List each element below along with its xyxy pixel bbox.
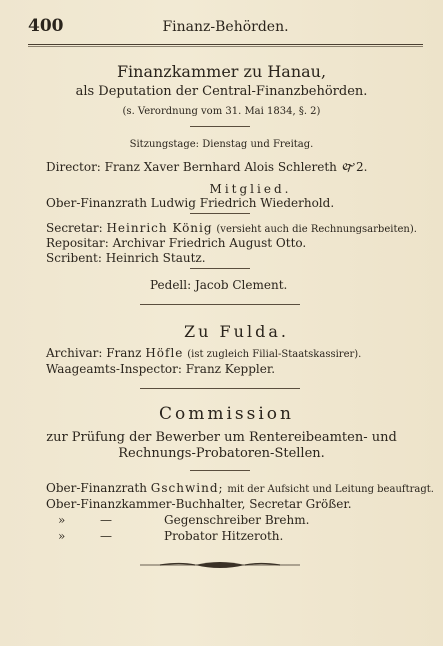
ditto-dash: —	[100, 529, 112, 543]
row1-name: Gschwind;	[150, 481, 224, 495]
order-mark: 🙰2.	[340, 160, 368, 174]
row1-label: Ober-Finanzrath	[46, 481, 147, 495]
divider	[190, 126, 250, 127]
member-line: Ober-Finanzrath Ludwig Friedrich Wiederhold.	[46, 196, 335, 210]
page-number: 400	[28, 16, 64, 36]
member-heading: Mitglied.	[209, 182, 292, 196]
commission-row-1	[46, 481, 434, 495]
pedell-line: Pedell: Jacob Clement.	[150, 278, 288, 292]
commission-line-1: zur Prüfung der Bewerber um Rentereibeamten- und	[46, 430, 397, 445]
ditto-dash: —	[100, 513, 112, 527]
archivar-line	[46, 346, 361, 360]
divider	[190, 268, 250, 269]
running-title: Finanz-Behörden.	[162, 19, 289, 35]
commission-line-2: Rechnungs-Probatoren-Stellen.	[118, 446, 325, 461]
archivar-label: Archivar: Franz	[46, 346, 142, 360]
section-subtitle-hanau: als Deputation der Central-Finanzbehörden.	[75, 84, 368, 99]
archivar-name: Höfle	[145, 346, 184, 360]
repository-line: Repositar: Archivar Friedrich August Otto.	[46, 236, 307, 250]
ditto-mark: »	[58, 513, 66, 527]
session-days: Sitzungstage: Dienstag und Freitag.	[129, 139, 314, 150]
row1-note: mit der Aufsicht und Leitung beauftragt.	[227, 484, 434, 495]
section-rule	[140, 388, 300, 389]
secretary-line	[46, 221, 417, 235]
archivar-note: (ist zugleich Filial-Staatskassirer).	[187, 349, 362, 360]
divider	[190, 213, 250, 214]
section-reference: (s. Verordnung vom 31. Mai 1834, §. 2)	[122, 106, 321, 117]
section-title-commission: Commission	[159, 404, 294, 424]
ornamental-rule	[140, 560, 300, 570]
ditto-mark: »	[58, 529, 66, 543]
commission-row-3: Gegenschreiber Brehm.	[164, 513, 310, 527]
running-header	[28, 14, 423, 40]
header-rule-thin	[28, 46, 423, 47]
secretary-note: (versieht auch die Rechnungsarbeiten).	[216, 224, 417, 235]
secretary-label: Secretar:	[46, 221, 103, 235]
commission-row-4: Probator Hitzeroth.	[164, 529, 284, 543]
section-title-hanau: Finanzkammer zu Hanau,	[116, 62, 327, 81]
commission-row-2: Ober-Finanzkammer-Buchhalter, Secretar Größer.	[46, 497, 352, 511]
section-rule	[140, 304, 300, 305]
header-rule	[28, 44, 423, 45]
director-text: Director: Franz Xaver Bernhard Alois Schlereth	[46, 160, 337, 174]
secretary-name: Heinrich König	[106, 221, 213, 235]
scribe-line: Scribent: Heinrich Stautz.	[46, 251, 206, 265]
director-line	[46, 158, 367, 179]
divider	[190, 470, 250, 471]
inspector-line: Waageamts-Inspector: Franz Keppler.	[46, 362, 276, 376]
section-title-fulda: Zu Fulda.	[184, 322, 289, 341]
